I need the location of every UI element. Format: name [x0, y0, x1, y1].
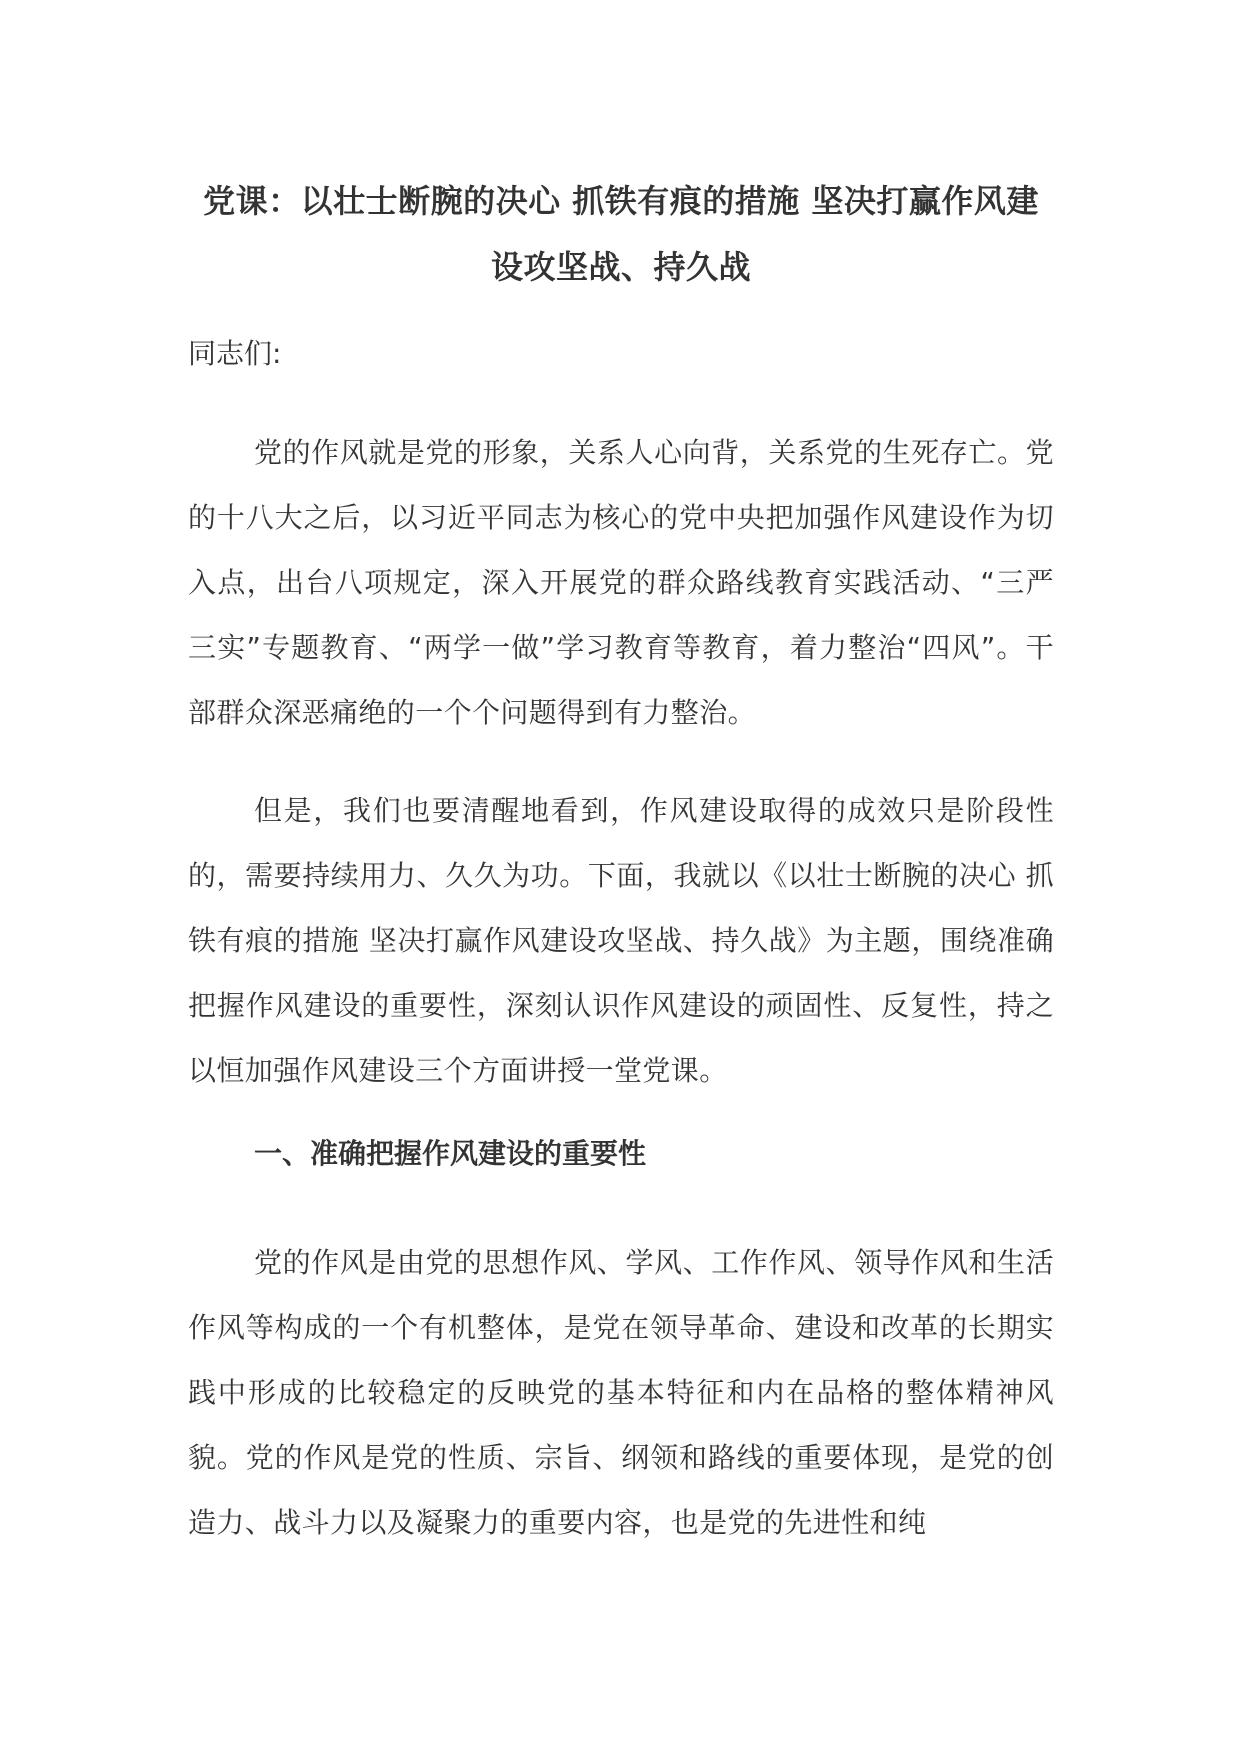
paragraph-2: 但是，我们也要清醒地看到，作风建设取得的成效只是阶段性的，需要持续用力、久久为功。下面，我就以《以壮士断腕的决心 抓铁有痕的措施 坚决打赢作风建设攻坚战、持久战》为主题，围绕准确把握作风建设的重要性，深刻认识作风建设的顽固性、反复性，持之以恒加强作风建设三个方面讲授一堂党课。: [188, 794, 1054, 1087]
paragraph-1: 党的作风就是党的形象，关系人心向背，关系党的生死存亡。党的十八大之后，以习近平同志为核心的党中央把加强作风建设作为切入点，出台八项规定，深入开展党的群众路线教育实践活动、“三严三实”专题教育、“两学一做”学习教育等教育，着力整治“四风”。干部群众深恶痛绝的一个个问题得到有力整治。: [188, 436, 1054, 729]
section-1-paragraph: 党的作风是由党的思想作风、学风、工作作风、领导作风和生活作风等构成的一个有机整体，是党在领导革命、建设和改革的长期实践中形成的比较稳定的反映党的基本特征和内在品格的整体精神风貌。党的作风是党的性质、宗旨、纲领和路线的重要体现，是党的创造力、战斗力以及凝聚力的重要内容，也是党的先进性和纯: [188, 1246, 1054, 1539]
document-title: 党课：以壮士断腕的决心 抓铁有痕的措施 坚决打赢作风建设攻坚战、持久战: [203, 182, 1039, 286]
section-heading-1: 一、准确把握作风建设的重要性: [254, 1137, 647, 1170]
salutation: 同志们:: [188, 337, 282, 370]
